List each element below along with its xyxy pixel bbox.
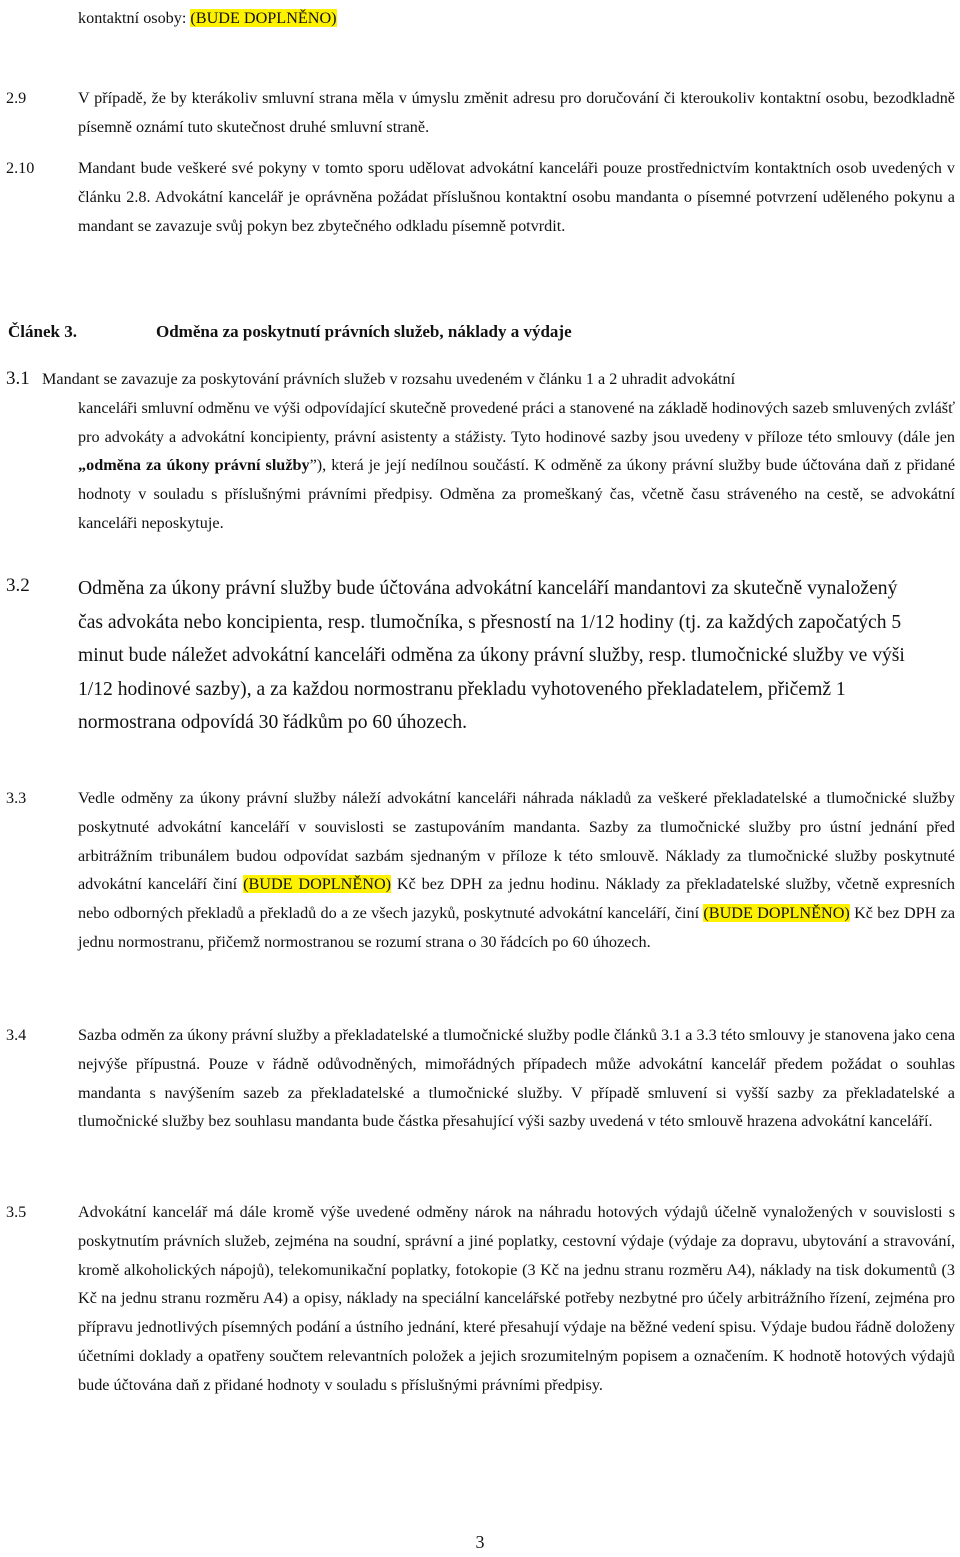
placeholder-highlight: (BUDE DOPLNĚNO)	[703, 904, 850, 923]
clause-text	[78, 394, 955, 538]
clause-text: Sazba odměn za úkony právní služby a překladatelské a tlumočnické služby podle článků 3.1 a 3.3 této smlouvy je stanovena jako cena nejvýše přípustná. Pouze v řádně odůvodněných, mimořádných případech může advokátní kancelář předem požádat o souhlas mandanta s navýšením sazeb za překladatelské a tlumočnické služby. V případě smluvení si vyšší sazby za překladatelské a tlumočnické služby bez souhlasu mandanta bude částka přesahující výši sazby uvedená v této smlouvě hrazena advokátní kanceláří.	[78, 1026, 956, 1131]
clause-number: 3.3	[6, 789, 27, 807]
clause-number: 3.1	[6, 368, 30, 389]
clause-text: Mandant bude veškeré své pokyny v tomto sporu udělovat advokátní kanceláři pouze prostřednictvím kontaktních osob uvedených v článku 2.8. Advokátní kancelář je oprávněna požádat příslušnou kontaktní osobu mandanta o písemné potvrzení uděleného pokynu a mandant se zavazuje svůj pokyn bez zbytečného odkladu písemně potvrdit.	[78, 159, 955, 235]
clause-number: 2.9	[6, 89, 27, 107]
clause-text-part: Vedle odměny za úkony právní služby náleží advokátní kanceláři náhrada nákladů za veškeré překladatelské a tlumočnické služby poskytnuté advokátní kanceláří v souvislosti se zastupováním mandanta. Sazby za tlumočnické služby pro ústní jednání před arbitrážním tribunálem budou odpovídat sazbám sjednaným v příloze k této smlouvě. Náklady za tlumočnické služby poskytnuté advokátní kanceláří činí	[78, 789, 955, 894]
clause-number: 3.2	[6, 575, 30, 596]
clause-text-part: kanceláři smluvní odměnu ve výši odpovídající skutečně provedené práci a stanovené na základě hodinových sazeb smluvených zvlášť pro advokáty a advokátní koncipienty, právní asistenty a stážisty. Tyto hodinové sazby jsou uvedeny v příloze této smlouvy (dále jen	[78, 398, 955, 446]
placeholder-highlight: (BUDE DOPLNĚNO)	[190, 9, 337, 27]
contact-persons-line	[78, 4, 337, 33]
clause-first-line: Mandant se zavazuje za poskytování právních služeb v rozsahu uvedeném v článku 1 a 2 uhradit advokátní	[42, 370, 736, 388]
clause-text-part: ”), která je její nedílnou součástí. K odměně za úkony právní služby bude účtována daň z přidané hodnoty v souladu s příslušnými právními předpisy. Odměna za promeškaný čas, včetně času stráveného na cestě, se advokátní kanceláři neposkytuje.	[78, 456, 956, 532]
page-number: 3	[475, 1532, 485, 1552]
defined-term: „odměna za úkony právní služby	[78, 456, 310, 475]
article-number: Článek 3.	[8, 322, 77, 341]
clause-text: Advokátní kancelář má dále kromě výše uvedené odměny nárok na náhradu hotových výdajů účelně vynaložených v souvislosti s poskytnutím právních služeb, zejména na soudní, správní a jiné poplatky, cestovní výdaje (výdaje za dopravu, ubytování a stravování, kromě alkoholických nápojů), telekomunikační poplatky, fotokopie (3 Kč na jednu stranu rozměru A4), náklady na tisk dokumentů (3 Kč na jednu stranu rozměru A4) a opisy, náklady na speciální kancelářské potřeby nezbytné pro účely arbitrážního řízení, zejména pro přípravu jednotlivých písemných podání a ústního jednání, které přesahují výdaje na běžné vedení spisu. Výdaje budou řádně doloženy účetními doklady a opatřeny součtem relevantních položek a jejich srozumitelným popisem a označením. K hodnotě hotových výdajů bude účtována daň z přidané hodnoty v souladu s příslušnými právními předpisy.	[78, 1203, 955, 1394]
clause-number: 3.5	[6, 1203, 27, 1221]
clause-text	[78, 784, 955, 957]
placeholder-highlight: (BUDE DOPLNĚNO)	[243, 875, 392, 894]
clause-text-part: Kč bez DPH za jednu hodinu. Náklady za překladatelské služby, včetně expresních nebo odborných překladů a překladů do a ze všech jazyků, poskytnuté advokátní kanceláří, činí	[78, 875, 956, 923]
clause-text: Odměna za úkony právní služby bude účtována advokátní kanceláří mandantovi za skutečně vynaložený čas advokáta nebo koncipienta, resp. tlumočníka, s přesností na 1/12 hodiny (tj. za každých započatých 5 minut bude náležet advokátní kanceláři odměna za úkony právní služby, resp. tlumočnické služby ve výši 1/12 hodinové sazby), a za každou normostranu překladu vyhotoveného překladatelem, přičemž 1 normostrana odpovídá 30 řádkům po 60 úhozech.	[78, 578, 905, 733]
clause-text: V případě, že by kterákoliv smluvní strana měla v úmyslu změnit adresu pro doručování či kteroukoliv kontaktní osobu, bezodkladně písemně oznámí tuto skutečnost druhé smluvní straně.	[78, 89, 955, 136]
clause-text-part: Kč bez DPH za jednu normostranu, přičemž normostranou se rozumí strana o 30 řádcích po 60 úhozech.	[78, 904, 956, 951]
clause-number: 3.4	[6, 1026, 27, 1044]
contact-label: kontaktní osoby:	[78, 9, 187, 27]
clause-number: 2.10	[6, 159, 35, 177]
article-title: Odměna za poskytnutí právních služeb, náklady a výdaje	[156, 322, 572, 341]
